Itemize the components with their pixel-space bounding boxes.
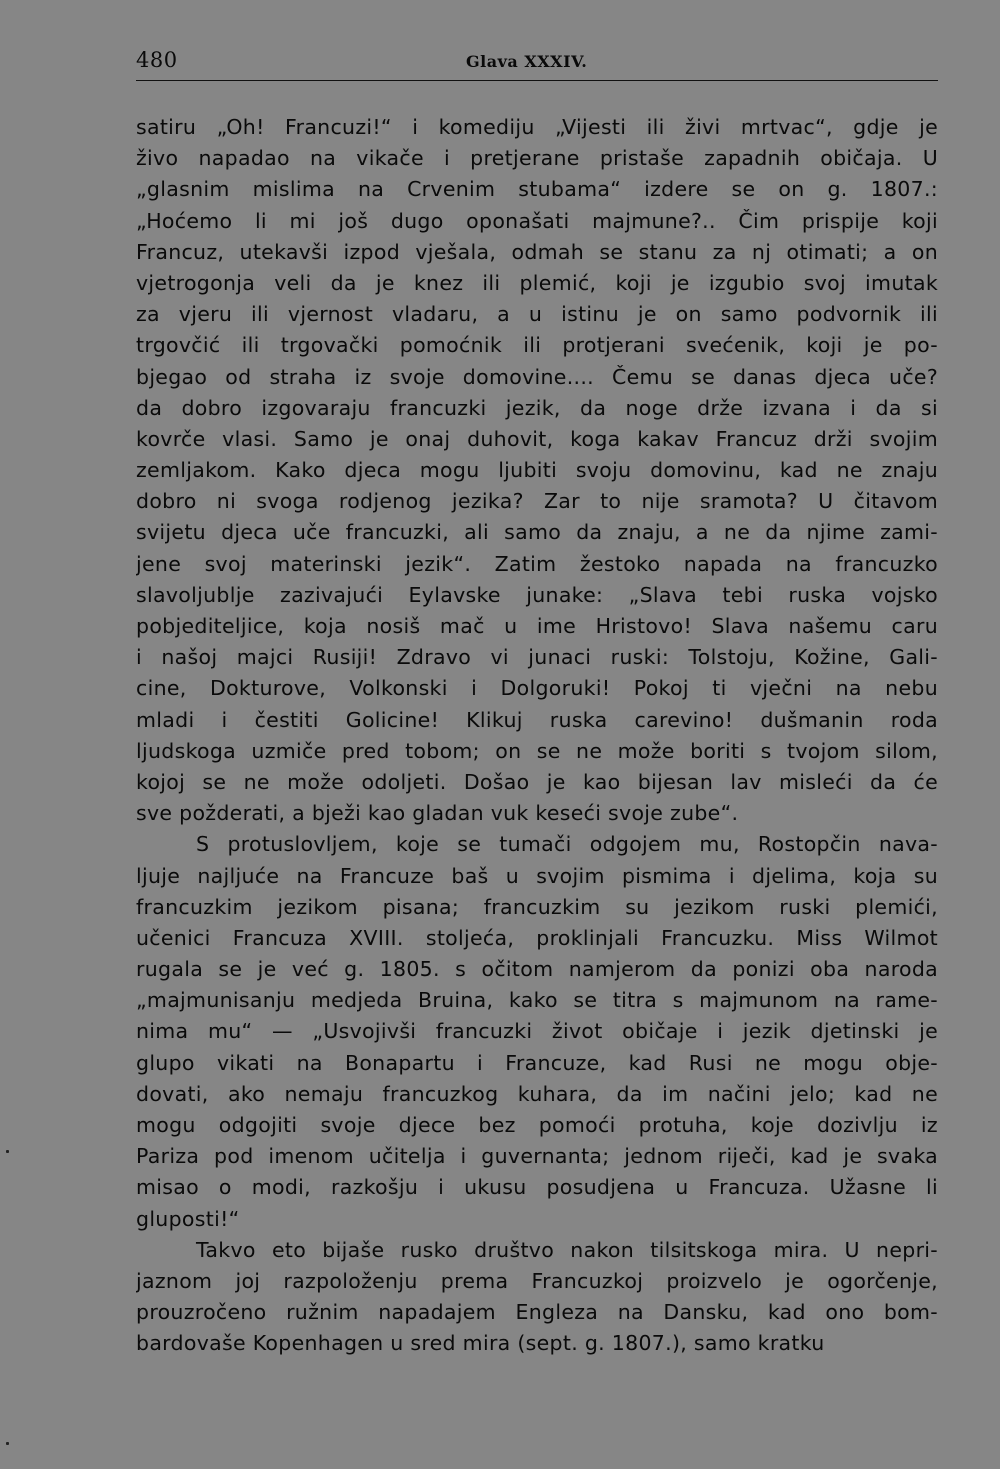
text-line: svijetu djeca uče francuzki, ali samo da znaju, a ne da njime zami- — [136, 520, 938, 545]
text-line: kojoj se ne može odoljeti. Došao je kao bijesan lav misleći da će — [136, 769, 938, 794]
text-line: živo napadao na vikače i pretjerane pristaše zapadnih običaja. U — [136, 146, 938, 171]
text-line: slavoljublje zazivajući Eylavske junake: „Slava tebi ruska vojsko — [136, 582, 938, 607]
text-line: Pariza pod imenom učitelja i guvernanta; jednom riječi, kad je svaka — [136, 1144, 938, 1169]
text-line: cine, Dokturove, Volkonski i Dolgoruki! Pokoj ti vječni na nebu — [136, 676, 938, 701]
text-line: gluposti!“ — [136, 1206, 240, 1231]
margin-speck — [6, 1442, 9, 1445]
header-rule — [136, 80, 938, 81]
text-line: glupo vikati na Bonapartu i Francuze, kad Rusi ne mogu obje- — [136, 1050, 938, 1075]
body-text — [136, 112, 938, 1360]
text-line: „majmunisanju medjeda Bruina, kako se titra s majmunom na rame- — [136, 988, 938, 1013]
text-line: učenici Francuza XVIII. stoljeća, proklinjali Francuzku. Miss Wilmot — [136, 925, 938, 950]
text-line: za vjeru ili vjernost vladaru, a u istinu je on samo podvornik ili — [136, 302, 938, 327]
text-line: mladi i čestiti Golicine! Klikuj ruska carevino! dušmanin roda — [136, 707, 938, 732]
page-number: 480 — [136, 48, 178, 72]
text-line: „glasnim mislima na Crvenim stubama“ izdere se on g. 1807.: — [136, 177, 938, 202]
text-line: S protuslovljem, koje se tumači odgojem mu, Rostopčin nava- — [196, 832, 938, 857]
text-line: Francuz, utekavši izpod vješala, odmah se stanu za nj otimati; a on — [136, 239, 938, 264]
text-line: dovati, ako nemaju francuzkog kuhara, da im načini jelo; kad ne — [136, 1081, 938, 1106]
text-line: rugala se je već g. 1805. s očitom namjerom da ponizi oba naroda — [136, 957, 938, 982]
text-line: Takvo eto bijaše rusko društvo nakon tilsitskoga mira. U nepri- — [196, 1237, 938, 1262]
text-line: mogu odgojiti svoje djece bez pomoći protuha, koje dozivlju iz — [136, 1113, 938, 1137]
text-line: „Hoćemo li mi još dugo oponašati majmune?.. Čim prispije koji — [136, 208, 938, 233]
margin-speck — [6, 1150, 9, 1153]
text-line: jene svoj materinski jezik“. Zatim žestoko napada na francuzko — [136, 551, 938, 576]
text-line: ljudskoga uzmiče pred tobom; on se ne može boriti s tvojom silom, — [136, 738, 938, 763]
text-line: ljuje najljuće na Francuze baš u svojim pismima i djelima, koja su — [136, 863, 938, 888]
text-line: i našoj majci Rusiji! Zdravo vi junaci ruski: Tolstoju, Kožine, Gali- — [136, 645, 938, 670]
text-line: satiru „Oh! Francuzi!“ i komediju „Vijesti ili živi mrtvac“, gdje je — [136, 115, 938, 139]
page-header — [136, 44, 938, 84]
text-line: sve požderati, a bježi kao gladan vuk keseći svoje zube“. — [136, 801, 739, 826]
text-line: vjetrogonja veli da je knez ili plemić, koji je izgubio svoj imutak — [136, 270, 938, 295]
text-line: da dobro izgovaraju francuzki jezik, da noge drže izvana i da si — [136, 395, 938, 420]
running-head: Glava XXXIV. — [466, 52, 588, 71]
text-line: francuzkim jezikom pisana; francuzkim su jezikom ruski plemići, — [136, 894, 938, 919]
text-line: misao o modi, razkošju i ukusu posudjena u Francuza. Užasne li — [136, 1175, 938, 1200]
text-line: prouzročeno ružnim napadajem Engleza na Dansku, kad ono bom- — [136, 1300, 938, 1325]
text-line: pobjediteljice, koja nosiš mač u ime Hristovo! Slava našemu caru — [136, 614, 938, 638]
text-line: trgovčić ili trgovački pomoćnik ili protjerani svećenik, koji je po- — [136, 333, 938, 358]
text-line: kovrče vlasi. Samo je onaj duhovit, koga kakav Francuz drži svojim — [136, 426, 938, 451]
text-line: bardovaše Kopenhagen u sred mira (sept. g. 1807.), samo kratku — [136, 1331, 825, 1356]
text-line: dobro ni svoga rodjenog jezika? Zar to nije sramota? U čitavom — [136, 489, 938, 514]
text-line: bjegao od straha iz svoje domovine.... Čemu se danas djeca uče? — [136, 364, 938, 389]
text-line: jaznom joj razpoloženju prema Francuzkoj proizvelo je ogorčenje, — [136, 1268, 938, 1293]
text-line: nima mu“ — „Usvojivši francuzki život običaje i jezik djetinski je — [136, 1019, 938, 1044]
text-line: zemljakom. Kako djeca mogu ljubiti svoju domovinu, kad ne znaju — [136, 458, 938, 483]
